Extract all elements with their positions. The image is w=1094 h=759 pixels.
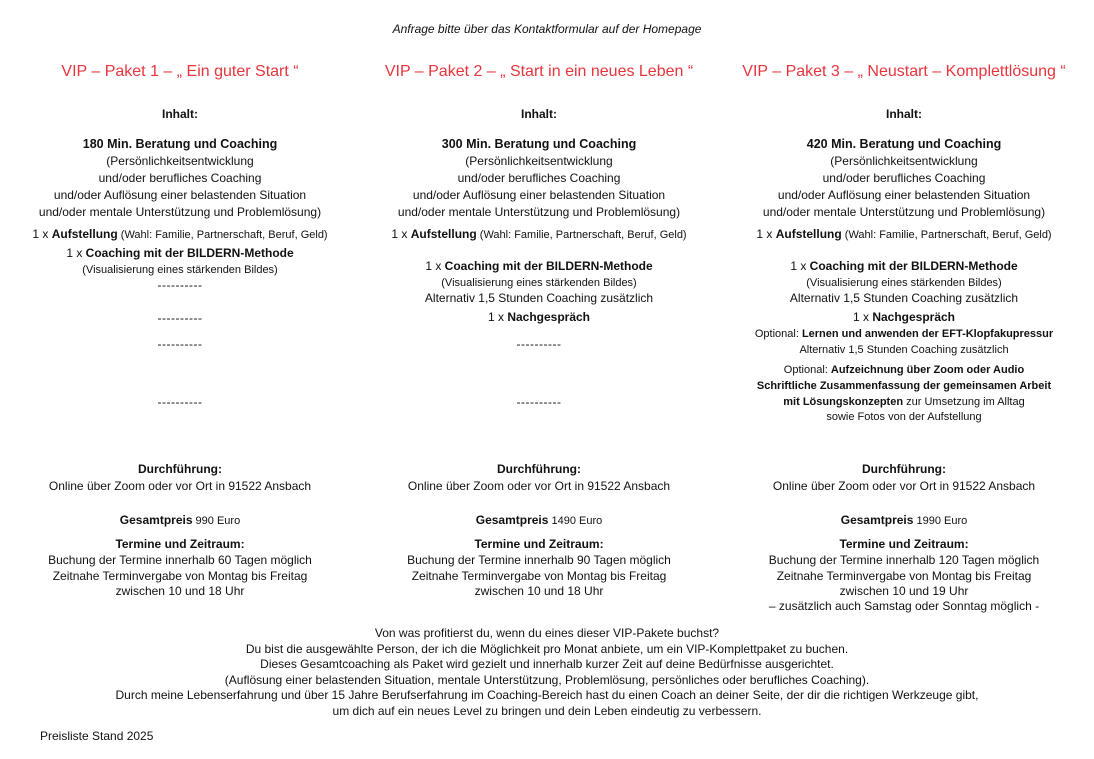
eft-line <box>724 326 1084 343</box>
price-list-date: Preisliste Stand 2025 <box>40 729 154 743</box>
beratung-detail: (Persönlichkeitsentwicklung <box>465 154 613 168</box>
price-value: 990 Euro <box>192 515 241 527</box>
durchfuehrung-value: Online über Zoom oder vor Ort in 91522 Ansbach <box>772 479 1036 493</box>
nachgespraech-line <box>724 309 1084 326</box>
termine-line: zwischen 10 und 19 Uhr <box>839 584 969 598</box>
bildern-label: Coaching mit der BILDERN-Methode <box>85 246 294 260</box>
inhalt-label: Inhalt: <box>162 107 198 121</box>
count-prefix: 1 x <box>756 227 776 241</box>
benefits-line: Durch meine Lebenserfahrung und über 15 Jahre Berufserfahrung im Coaching-Bereich hast du einen Coach an deiner Seite, der dir die richtigen Werkzeuge gibt, <box>115 688 979 702</box>
termine-line: Zeitnahe Terminvergabe von Montag bis Freitag <box>776 569 1032 583</box>
inhalt-label: Inhalt: <box>886 107 922 121</box>
count-prefix: 1 x <box>425 259 445 273</box>
count-prefix: 1 x <box>32 227 52 241</box>
termine-line: zwischen 10 und 18 Uhr <box>115 584 245 598</box>
beratung-detail: und/oder Auflösung einer belastenden Situation <box>412 188 666 202</box>
aufstellung-label: Aufstellung <box>775 227 842 241</box>
count-prefix: 1 x <box>391 227 411 241</box>
aufstellung-line <box>359 226 719 244</box>
alternativ-line: Alternativ 1,5 Stunden Coaching zusätzlich <box>424 291 654 305</box>
aufzeichnung-line <box>724 362 1084 379</box>
beratung-detail: (Persönlichkeitsentwicklung <box>830 154 978 168</box>
eft-label: Lernen und anwenden der EFT-Klopfakupressur <box>801 328 1054 340</box>
beratung-detail: und/oder berufliches Coaching <box>457 171 621 185</box>
zusammenfassung-line: Schriftliche Zusammenfassung der gemeinsamen Arbeit <box>756 380 1052 392</box>
loesung-rest: zur Umsetzung im Alltag <box>903 396 1025 408</box>
termine-line: – zusätzlich auch Samstag oder Sonntag möglich - <box>768 599 1040 613</box>
beratung-detail: und/oder berufliches Coaching <box>98 171 262 185</box>
beratung-heading: 300 Min. Beratung und Coaching <box>441 137 637 151</box>
beratung-detail: und/oder Auflösung einer belastenden Situation <box>777 188 1031 202</box>
aufstellung-wahl: (Wahl: Familie, Partnerschaft, Beruf, Geld) <box>476 229 687 241</box>
termine-line: Buchung der Termine innerhalb 120 Tagen möglich <box>768 553 1040 567</box>
termine-line: Buchung der Termine innerhalb 90 Tagen möglich <box>407 553 671 567</box>
placeholder-dashes: ---------- <box>157 395 203 409</box>
count-prefix: 1 x <box>852 310 873 324</box>
price-value: 1490 Euro <box>548 515 603 527</box>
package-title: VIP – Paket 3 – „ Neustart – Komplettlösung “ <box>742 63 1066 80</box>
beratung-detail: und/oder berufliches Coaching <box>822 171 986 185</box>
placeholder-dashes: ---------- <box>157 278 203 292</box>
durchfuehrung-label: Durchführung: <box>497 462 581 476</box>
nachgespraech-label: Nachgespräch <box>872 310 956 324</box>
aufstellung-label: Aufstellung <box>51 227 118 241</box>
beratung-detail: und/oder mentale Unterstützung und Problemlösung) <box>38 205 322 219</box>
aufstellung-wahl: (Wahl: Familie, Partnerschaft, Beruf, Geld) <box>117 229 328 241</box>
benefits-line: Du bist die ausgewählte Person, der ich die Möglichkeit pro Monat anbiete, um ein VIP-Komplettpaket zu buchen. <box>245 641 849 656</box>
durchfuehrung-label: Durchführung: <box>138 462 222 476</box>
contact-note: Anfrage bitte über das Kontaktformular auf der Homepage <box>392 22 702 36</box>
count-prefix: 1 x <box>66 246 86 260</box>
durchfuehrung-label: Durchführung: <box>862 462 946 476</box>
bildern-detail: (Visualisierung eines stärkenden Bildes) <box>82 264 278 276</box>
nachgespraech-line <box>359 309 719 326</box>
price-line <box>0 512 360 530</box>
price-value: 1990 Euro <box>913 515 968 527</box>
termine-line: Zeitnahe Terminvergabe von Montag bis Freitag <box>411 569 667 583</box>
count-prefix: 1 x <box>487 310 508 324</box>
beratung-detail: (Persönlichkeitsentwicklung <box>106 154 254 168</box>
benefits-text <box>0 626 1094 719</box>
durchfuehrung-value: Online über Zoom oder vor Ort in 91522 Ansbach <box>48 479 312 493</box>
package-title: VIP – Paket 1 – „ Ein guter Start “ <box>61 63 299 80</box>
termine-label: Termine und Zeitraum: <box>115 537 245 551</box>
termine-label: Termine und Zeitraum: <box>839 537 969 551</box>
aufstellung-line <box>724 226 1084 244</box>
placeholder-dashes: ---------- <box>157 311 203 325</box>
beratung-heading: 180 Min. Beratung und Coaching <box>82 137 278 151</box>
beratung-detail: und/oder mentale Unterstützung und Problemlösung) <box>762 205 1046 219</box>
durchfuehrung-value: Online über Zoom oder vor Ort in 91522 Ansbach <box>407 479 671 493</box>
placeholder-dashes: ---------- <box>157 337 203 351</box>
benefits-line: Von was profitierst du, wenn du eines dieser VIP-Pakete buchst? <box>374 626 720 640</box>
benefits-line: um dich auf ein neues Level zu bringen und dein Leben eindeutig zu verbessern. <box>332 703 762 718</box>
beratung-heading: 420 Min. Beratung und Coaching <box>806 137 1002 151</box>
price-label: Gesamtpreis <box>119 513 193 527</box>
placeholder-dashes: ---------- <box>516 395 562 409</box>
inhalt-label: Inhalt: <box>521 107 557 121</box>
optional-prefix: Optional: <box>783 364 831 376</box>
benefits-line: (Auflösung einer belastenden Situation, mentale Unterstützung, Problemlösung, persönliches oder berufliches Coaching). <box>224 672 870 687</box>
price-line <box>724 512 1084 530</box>
optional-prefix: Optional: <box>754 328 802 340</box>
aufstellung-label: Aufstellung <box>410 227 477 241</box>
placeholder-dashes: ---------- <box>516 337 562 351</box>
price-label: Gesamtpreis <box>840 513 914 527</box>
bildern-detail: (Visualisierung eines stärkenden Bildes) <box>806 277 1002 289</box>
package-title: VIP – Paket 2 – „ Start in ein neues Leben “ <box>384 63 694 80</box>
price-line <box>359 512 719 530</box>
bildern-label: Coaching mit der BILDERN-Methode <box>444 259 653 273</box>
termine-line: Buchung der Termine innerhalb 60 Tagen möglich <box>48 553 312 567</box>
bildern-line <box>0 245 360 262</box>
alternativ-line: Alternativ 1,5 Stunden Coaching zusätzlich <box>789 291 1019 305</box>
bildern-line <box>724 258 1084 275</box>
loesung-label: mit Lösungskonzepten <box>783 396 904 408</box>
beratung-detail: und/oder mentale Unterstützung und Problemlösung) <box>397 205 681 219</box>
aufstellung-wahl: (Wahl: Familie, Partnerschaft, Beruf, Geld) <box>841 229 1052 241</box>
bildern-line <box>359 258 719 275</box>
fotos-line: sowie Fotos von der Aufstellung <box>826 411 982 423</box>
aufzeichnung-label: Aufzeichnung über Zoom oder Audio <box>830 364 1025 376</box>
count-prefix: 1 x <box>790 259 810 273</box>
termine-label: Termine und Zeitraum: <box>474 537 604 551</box>
termine-line: Zeitnahe Terminvergabe von Montag bis Freitag <box>52 569 308 583</box>
aufstellung-line <box>0 226 360 244</box>
benefits-line: Dieses Gesamtcoaching als Paket wird gezielt und innerhalb kurzer Zeit auf deine Bedürfnisse ausgerichtet. <box>260 657 834 671</box>
bildern-label: Coaching mit der BILDERN-Methode <box>809 259 1018 273</box>
beratung-detail: und/oder Auflösung einer belastenden Situation <box>53 188 307 202</box>
bildern-detail: (Visualisierung eines stärkenden Bildes) <box>441 277 637 289</box>
eft-alternativ-line: Alternativ 1,5 Stunden Coaching zusätzlich <box>799 344 1009 356</box>
nachgespraech-label: Nachgespräch <box>507 310 591 324</box>
price-label: Gesamtpreis <box>475 513 549 527</box>
termine-line: zwischen 10 und 18 Uhr <box>474 584 604 598</box>
